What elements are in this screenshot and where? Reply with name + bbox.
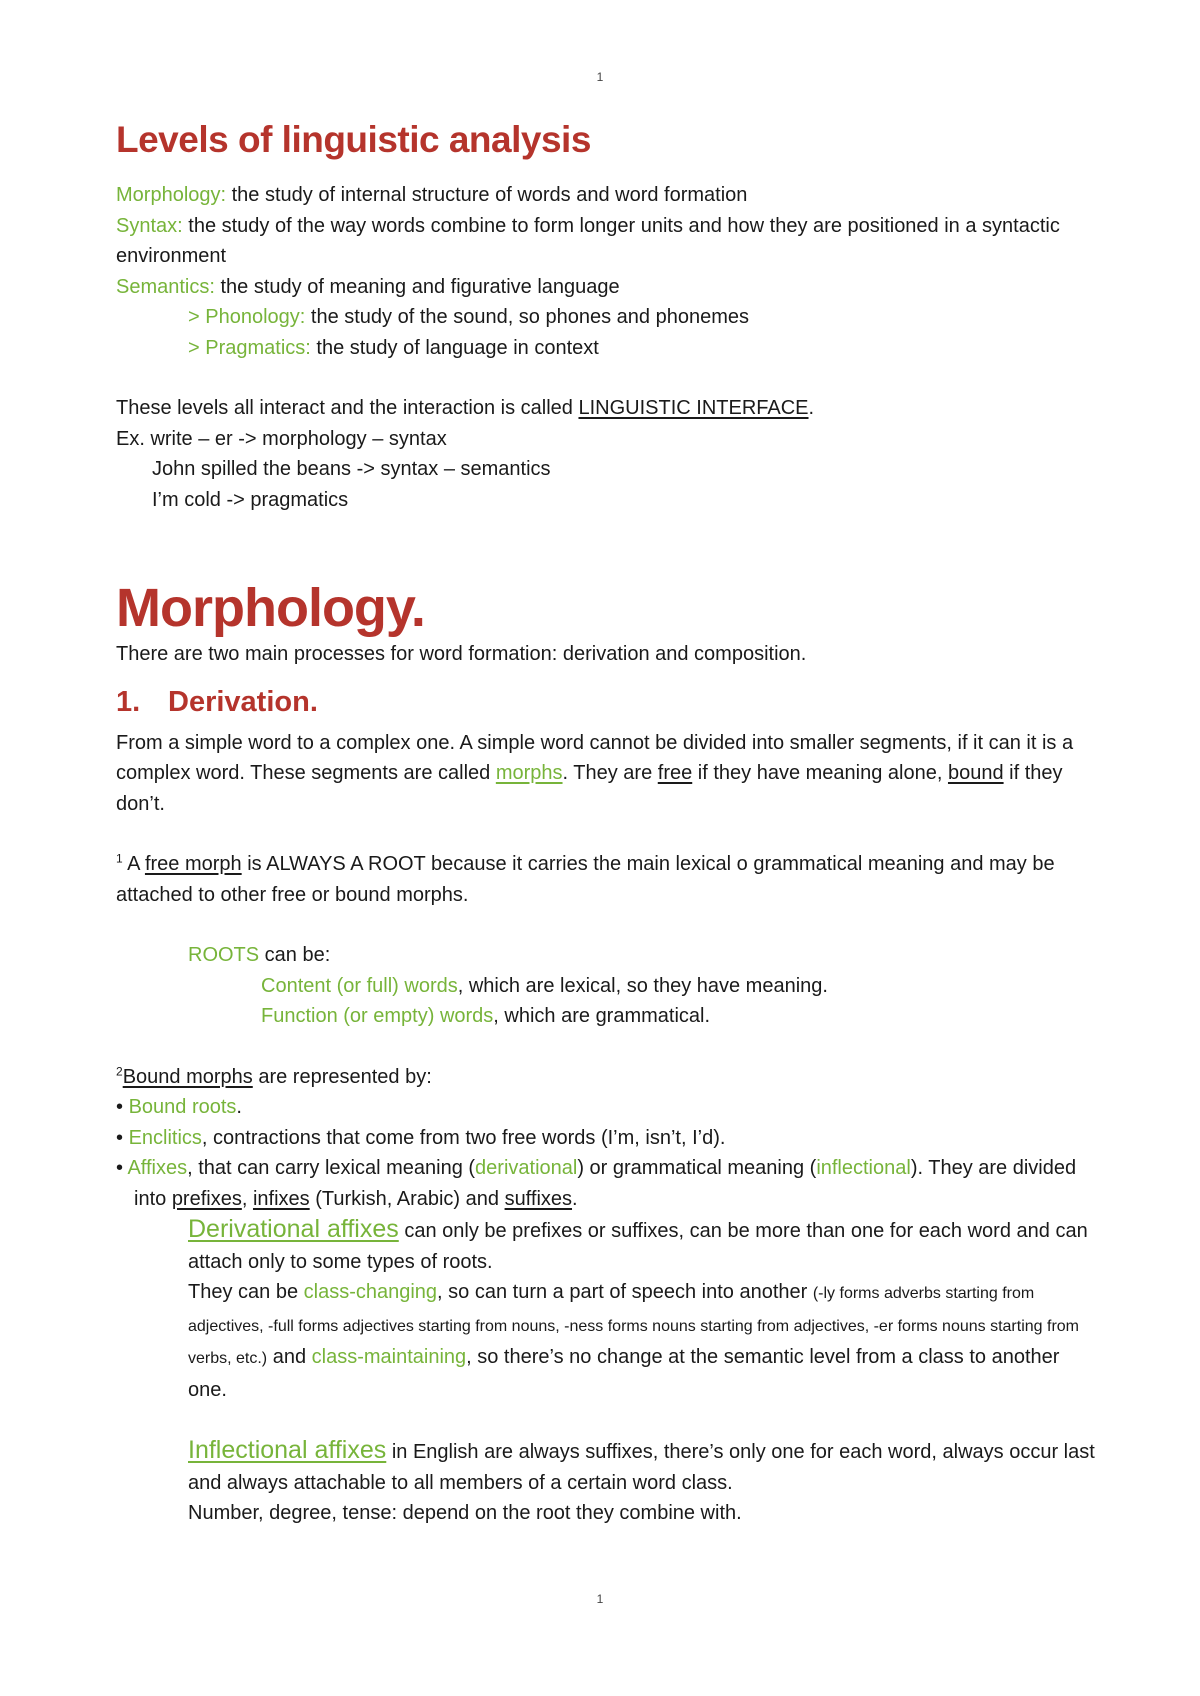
list-item-affixes: • Affixes, that can carry lexical meaning (derivational) or grammatical meaning (inflectional). They are divided into prefixes, infixes (Turkish, Arabic) and suffixes. (116, 1157, 1077, 1210)
term-suffixes: suffixes (504, 1187, 573, 1210)
class-changing-paragraph: They can be class-changing, so can turn a part of speech into another (-ly forms adverbs starting from adjectives, -full forms adjectives starting from nouns, -ness forms nouns starting from adjectives, -er forms nouns starting from verbs, etc.) and class-maintaining, so there’s no change at the semantic level from a class to another one. (188, 1281, 1079, 1401)
term-pragmatics: > Pragmatics: (188, 336, 311, 359)
term-derivational: derivational (475, 1157, 578, 1180)
bullet-icon: • (116, 1096, 129, 1119)
term-phonology: > Phonology: (188, 306, 306, 329)
spacer (116, 363, 1096, 393)
term-inflectional: inflectional (816, 1157, 911, 1180)
footnote-marker: 2 (116, 1064, 123, 1079)
example-line: I’m cold -> pragmatics (152, 488, 349, 511)
term-syntax: Syntax: (116, 214, 183, 237)
footnote-marker: 1 (116, 851, 123, 866)
term-free: free (657, 762, 693, 785)
inflection-dependency-line: Number, degree, tense: depend on the root they combine with. (188, 1502, 742, 1525)
example-line: Ex. write – er -> morphology – syntax (116, 427, 447, 450)
term-class-changing: class-changing (303, 1281, 438, 1304)
term-prefixes: prefixes (171, 1187, 242, 1210)
example-line: John spilled the beans -> syntax – semantics (152, 458, 551, 481)
list-item-bound-roots: • Bound roots. (116, 1096, 242, 1119)
term-infixes: infixes (252, 1187, 310, 1210)
spacer (116, 515, 1096, 577)
page-number-bottom: 1 (596, 1592, 604, 1606)
definition-pragmatics: > Pragmatics: the study of language in context (188, 336, 599, 359)
term-enclitics: Enclitics (128, 1126, 202, 1149)
document-content (116, 110, 1096, 1529)
definition-semantics: Semantics: the study of meaning and figurative language (116, 275, 620, 298)
term-class-maintaining: class-maintaining (311, 1346, 467, 1369)
derivational-affixes-paragraph: Derivational affixes can only be prefixes or suffixes, can be more than one for each word and can attach only to some types of roots. (188, 1215, 1088, 1273)
term-bound: bound (947, 762, 1004, 785)
morphology-intro: There are two main processes for word formation: derivation and composition. (116, 643, 807, 666)
heading-number: 1. (116, 685, 141, 718)
list-item-enclitics: • Enclitics, contractions that come from two free words (I’m, isn’t, I’d). (116, 1126, 726, 1149)
term-bound-roots: Bound roots (128, 1096, 237, 1119)
free-morph-paragraph: $^1$ A free morph is ALWAYS A ROOT because it carries the main lexical o grammatical meaning and may be attached to other free or bound morphs. (116, 851, 1055, 906)
definition-morphology: Morphology: the study of internal structure of words and word formation (116, 184, 748, 207)
inflectional-affixes-paragraph: Inflectional affixes in English are always suffixes, there’s only one for each word, always occur last and always attachable to all members of a certain word class. (188, 1436, 1095, 1494)
bound-morphs-line: $^2$Bound morphs are represented by: (116, 1064, 432, 1088)
suffix-examples: (-ly forms adverbs starting from adjectives, -full forms adjectives starting from nouns, -ness forms nouns starting from adjectives, -er forms nouns starting from verbs, etc.) (188, 1285, 1079, 1368)
term-bound-morphs: Bound morphs (122, 1065, 253, 1088)
spacer (116, 1032, 1096, 1062)
roots-line: ROOTS can be: (188, 944, 331, 967)
definition-syntax: Syntax: the study of the way words combine to form longer units and how they are positioned in a syntactic environment (116, 214, 1060, 268)
term-free-morph: free morph (144, 853, 242, 876)
spacer (116, 1405, 1096, 1435)
definition-phonology: > Phonology: the study of the sound, so phones and phonemes (188, 306, 749, 329)
content-words-line: Content (or full) words, which are lexical, so they have meaning. (261, 974, 828, 997)
section-title-levels: Levels of linguistic analysis (116, 119, 591, 160)
term-morphology: Morphology: (116, 184, 227, 207)
section-title-morphology: Morphology. (116, 578, 425, 639)
linguistic-interface-paragraph: These levels all interact and the interaction is called LINGUISTIC INTERFACE. (116, 397, 815, 420)
function-words-line: Function (or empty) words, which are grammatical. (261, 1005, 711, 1028)
heading-derivation: 1. Derivation. (116, 684, 1096, 722)
term-content-words: Content (or full) words (261, 974, 458, 997)
term-derivational-affixes: Derivational affixes (188, 1215, 399, 1244)
term-function-words: Function (or empty) words (261, 1005, 494, 1028)
spacer (116, 910, 1096, 940)
derivation-paragraph: From a simple word to a complex one. A simple word cannot be divided into smaller segments, if it can it is a complex word. These segments are called morphs. They are free if they have meaning alone, bound if they don’t. (116, 731, 1074, 815)
term-semantics: Semantics: (116, 275, 215, 298)
bullet-icon: • (116, 1126, 129, 1149)
term-roots: ROOTS (188, 944, 260, 967)
term-morphs: morphs (495, 762, 563, 785)
page-number-top: 1 (596, 70, 604, 84)
bullet-icon: • (116, 1157, 128, 1180)
spacer (116, 819, 1096, 849)
term-affixes: Affixes (127, 1157, 188, 1180)
term-inflectional-affixes: Inflectional affixes (188, 1436, 387, 1465)
term-linguistic-interface: LINGUISTIC INTERFACE (578, 397, 809, 420)
